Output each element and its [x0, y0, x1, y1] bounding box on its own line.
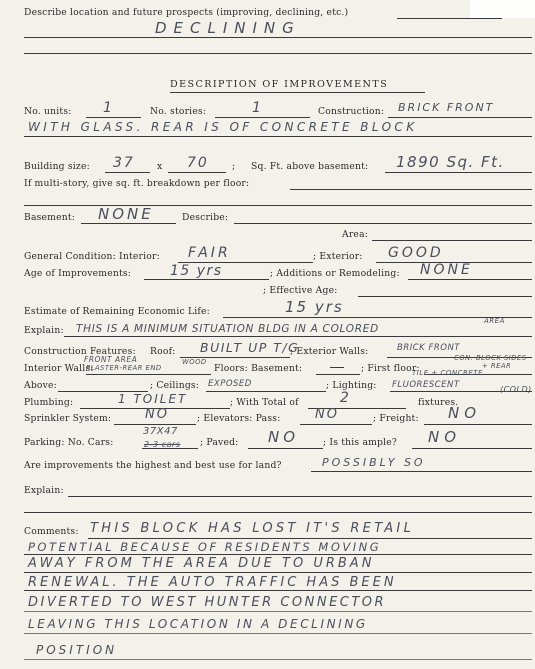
age-line	[144, 279, 269, 280]
white-tape-patch	[470, 0, 535, 18]
section-title-underline	[170, 92, 425, 93]
comments-line-1[interactable]: THIS BLOCK HAS LOST IT'S RETAIL	[90, 521, 415, 536]
sprinkler-label: Sprinkler System:	[24, 413, 112, 424]
construction-line	[388, 117, 532, 118]
elevators-label: ; Elevators: Pass:	[197, 413, 281, 424]
stories-value[interactable]: 1	[252, 100, 263, 116]
building-size-sep: x	[157, 161, 163, 172]
construction-features-label: Construction Features:	[24, 346, 136, 357]
section-title: DESCRIPTION OF IMPROVEMENTS	[170, 79, 389, 90]
comments-line-4[interactable]: RENEWAL. THE AUTO TRAFFIC HAS BEEN	[28, 575, 397, 590]
lighting-label: ; Lighting:	[326, 380, 377, 391]
explain-label: Explain:	[24, 325, 64, 336]
building-width-line	[105, 172, 150, 173]
comments-rule-4	[24, 590, 532, 591]
comments-line-5[interactable]: DIVERTED TO WEST HUNTER CONNECTOR	[28, 595, 387, 610]
building-width-value[interactable]: 37	[113, 155, 135, 171]
freight-value[interactable]: NO	[448, 404, 482, 422]
construction-value-line2[interactable]: WITH GLASS. REAR IS OF CONCRETE BLOCK	[28, 120, 418, 134]
freight-label: ; Freight:	[373, 413, 419, 424]
describe-label: Describe:	[182, 212, 229, 223]
construction-label: Construction:	[318, 106, 385, 117]
exterior-value[interactable]: GOOD	[388, 245, 444, 261]
ceilings-value[interactable]: EXPOSED	[208, 379, 252, 389]
paved-label: ; Paved:	[200, 437, 239, 448]
paved-value[interactable]: NO	[268, 428, 300, 446]
remaining-life-label: Estimate of Remaining Economic Life:	[24, 306, 210, 317]
comments-rule-2	[24, 554, 532, 555]
paved-line	[248, 448, 323, 449]
floors-basement-label: Floors: Basement:	[214, 363, 303, 374]
blank-line	[24, 512, 532, 513]
parking-label: Parking: No. Cars:	[24, 437, 114, 448]
area-label: Area:	[342, 229, 369, 240]
remaining-life-value[interactable]: 15 yrs	[285, 298, 344, 316]
interior-value[interactable]: FAIR	[188, 245, 231, 261]
ample-value[interactable]: NO	[428, 428, 462, 446]
ceilings-label: ; Ceilings:	[150, 380, 200, 391]
sqft-label: Sq. Ft. above basement:	[251, 161, 369, 172]
freight-line	[424, 424, 532, 425]
first-floor-value[interactable]: TILE + CONCRETE	[412, 369, 483, 377]
comments-line-2[interactable]: POTENTIAL BECAUSE OF RESIDENTS MOVING	[28, 540, 382, 554]
area-line	[372, 240, 532, 241]
comments-rule-7	[24, 659, 532, 660]
comments-line-7[interactable]: POSITION	[36, 643, 118, 657]
plumbing-value[interactable]: 1 TOILET	[118, 392, 188, 406]
plumbing-total-label: ; With Total of	[230, 397, 299, 408]
construction-line2	[24, 136, 532, 137]
plumbing-total-value[interactable]: 2	[340, 390, 351, 406]
plumbing-label: Plumbing:	[24, 397, 74, 408]
comments-label: Comments:	[24, 526, 79, 537]
elevators-value[interactable]: NO	[315, 407, 339, 422]
construction-value[interactable]: BRICK FRONT	[398, 101, 495, 114]
building-depth-line	[168, 172, 226, 173]
comments-line-3[interactable]: AWAY FROM THE AREA DUE TO URBAN	[28, 556, 375, 571]
multistory-line	[290, 189, 532, 190]
floors-basement-line	[316, 374, 360, 375]
interior-walls-label: Interior Walls:	[24, 363, 94, 374]
fixtures-label: fixtures.	[418, 397, 459, 408]
explain-2-label: Explain:	[24, 485, 64, 496]
describe-line	[234, 223, 532, 224]
age-value[interactable]: 15 yrs	[170, 263, 223, 279]
ample-label: ; Is this ample?	[323, 437, 398, 448]
interior-walls-value[interactable]: PLASTER-REAR END	[86, 364, 162, 372]
comments-line-6[interactable]: LEAVING THIS LOCATION IN A DECLINING	[28, 617, 368, 631]
floors-extra-value[interactable]: WOOD	[182, 358, 207, 366]
exterior-walls-value-line3[interactable]: + REAR	[482, 362, 512, 370]
age-label: Age of Improvements:	[24, 268, 132, 279]
units-label: No. units:	[24, 106, 72, 117]
blank-line	[24, 53, 532, 54]
stories-line	[215, 117, 310, 118]
highest-use-label: Are improvements the highest and best use for land?	[24, 460, 282, 471]
multistory-label: If multi-story, give sq. ft. breakdown per floor:	[24, 178, 250, 189]
additions-label: ; Additions or Remodeling:	[270, 268, 400, 279]
comments-rule-3	[24, 572, 532, 573]
blank-line	[24, 37, 532, 38]
explain-value[interactable]: THIS IS A MINIMUM SITUATION BLDG IN A COLORED	[76, 323, 379, 335]
exterior-walls-label: ; Exterior Walls:	[290, 346, 369, 357]
exterior-walls-value[interactable]: BRICK FRONT	[397, 343, 460, 353]
lighting-extra-value[interactable]: (COLD)	[500, 385, 532, 394]
elevators-line	[300, 424, 372, 425]
interior-walls-line	[86, 374, 211, 375]
describe-location-label: Describe location and future prospects (improving, declining, etc.)	[24, 7, 349, 18]
sprinkler-value[interactable]: NO	[145, 407, 169, 422]
building-size-label: Building size:	[24, 161, 90, 172]
building-depth-value[interactable]: 70	[187, 155, 209, 171]
describe-location-line	[397, 18, 502, 19]
ceilings-line	[206, 391, 326, 392]
basement-value[interactable]: NONE	[98, 205, 154, 223]
parking-value[interactable]: 37X47	[143, 426, 178, 437]
stories-label: No. stories:	[150, 106, 207, 117]
first-floor-label: ; First floor:	[361, 363, 420, 374]
exterior-walls-value-line2[interactable]: CON. BLOCK SIDES	[454, 354, 527, 362]
general-condition-label: General Condition: Interior:	[24, 251, 160, 262]
interior-walls-value-above[interactable]: FRONT AREA	[84, 355, 138, 364]
building-size-end: ;	[232, 161, 236, 172]
basement-label: Basement:	[24, 212, 76, 223]
lighting-value[interactable]: FLUORESCENT	[392, 380, 460, 390]
units-line	[86, 117, 141, 118]
units-value[interactable]: 1	[103, 100, 114, 116]
explain-value-above[interactable]: AREA	[484, 317, 505, 325]
above-label: Above:	[24, 380, 57, 391]
additions-value[interactable]: NONE	[420, 262, 473, 278]
effective-age-line	[358, 296, 532, 297]
sqft-value[interactable]: 1890 Sq. Ft.	[396, 153, 505, 171]
comments-rule-5	[24, 611, 532, 612]
explain-line	[64, 336, 532, 337]
describe-location-value[interactable]: DECLINING	[155, 19, 301, 37]
sprinkler-line	[114, 424, 196, 425]
highest-use-value[interactable]: POSSIBLY SO	[322, 456, 426, 469]
comments-rule-1	[88, 538, 532, 539]
basement-line	[81, 223, 176, 224]
highest-use-line	[311, 471, 532, 472]
roof-label: Roof:	[150, 346, 176, 357]
exterior-label: ; Exterior:	[313, 251, 363, 262]
additions-line	[408, 279, 532, 280]
roof-value[interactable]: BUILT UP T/G	[200, 340, 300, 355]
sqft-line	[385, 172, 532, 173]
explain-2-line	[68, 496, 532, 497]
floors-basement-dash	[330, 367, 344, 368]
comments-rule-6	[24, 633, 532, 634]
effective-age-label: ; Effective Age:	[263, 285, 338, 296]
parking-value2[interactable]: 2-3 cars	[144, 440, 181, 449]
ample-line	[412, 448, 532, 449]
